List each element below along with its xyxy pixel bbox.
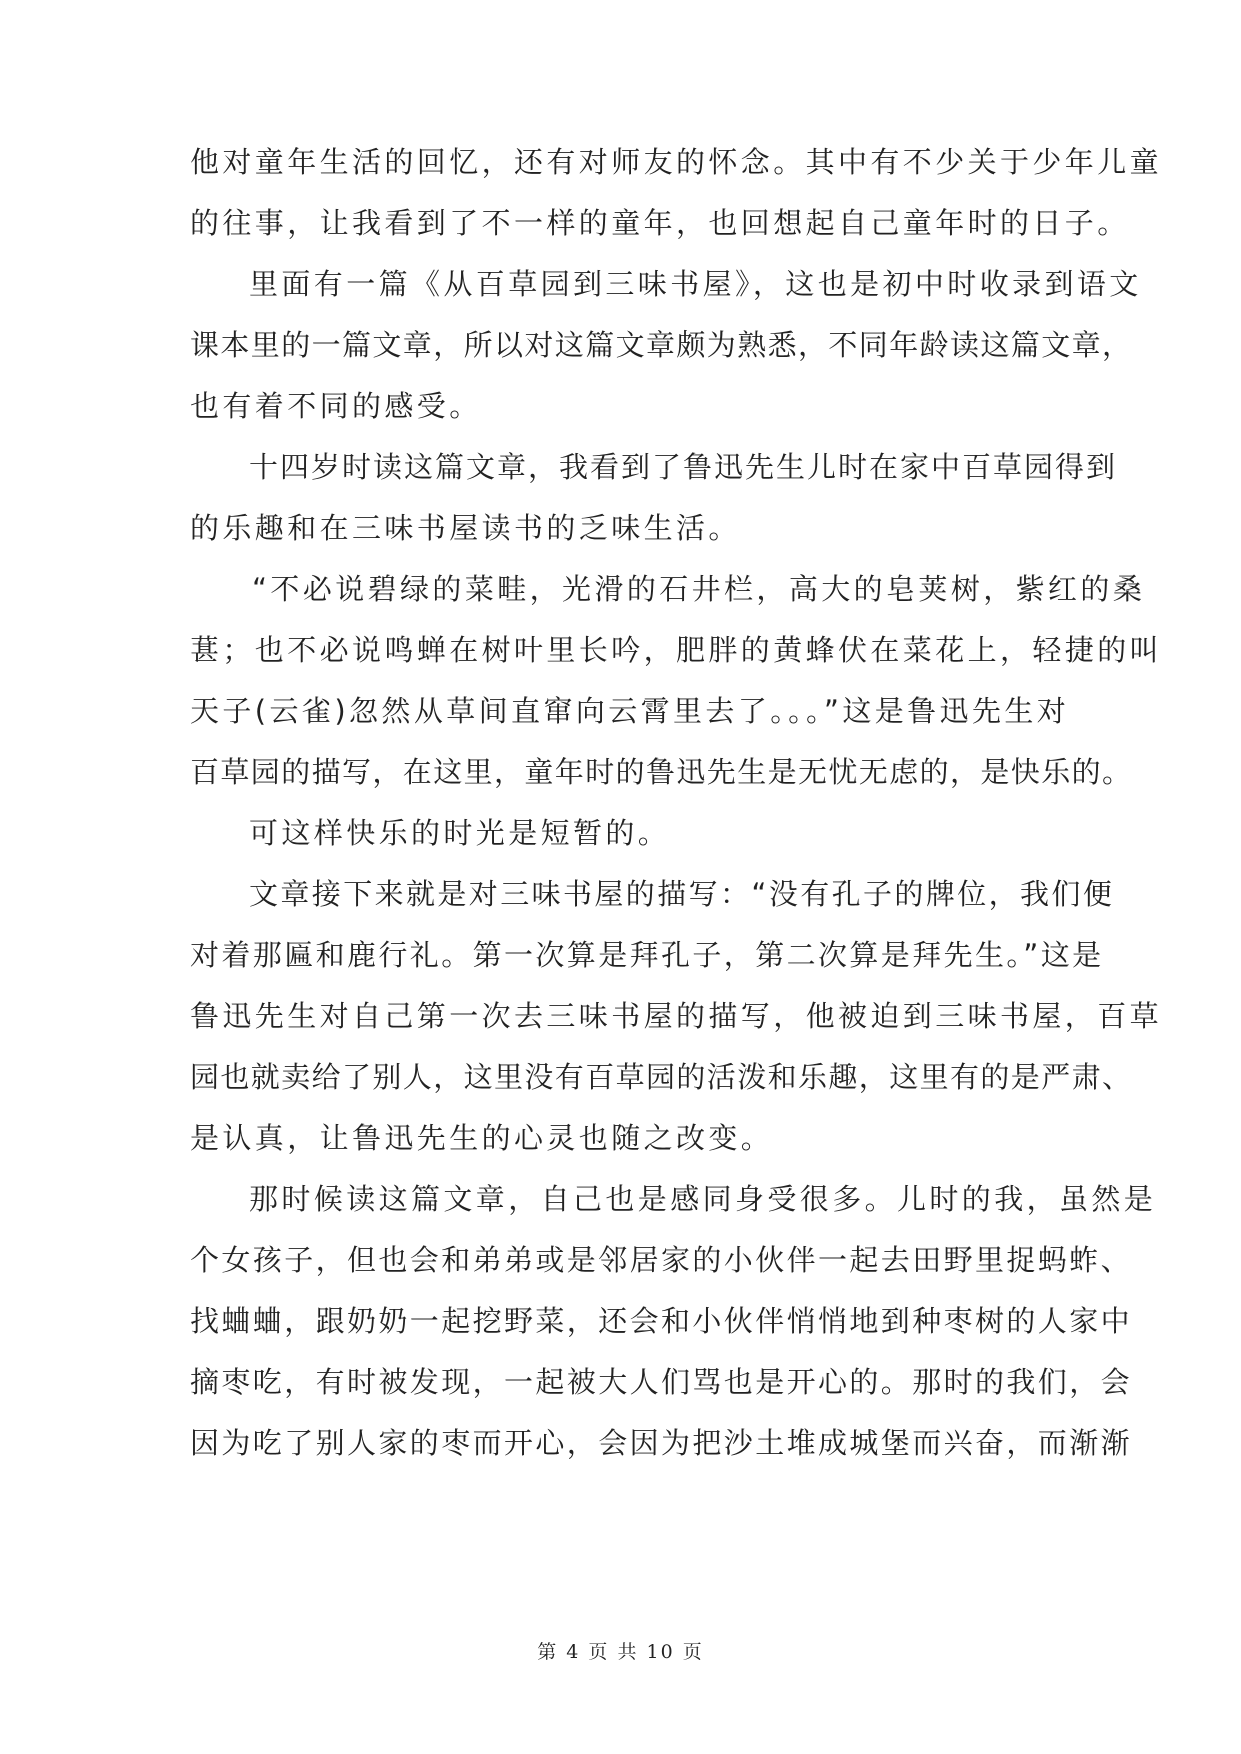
- text-line: 百草园的描写，在这里，童年时的鲁迅先生是无忧无虑的，是快乐的。: [190, 755, 1133, 789]
- text-line: 的往事，让我看到了不一样的童年，也回想起自己童年时的日子。: [190, 206, 1130, 240]
- text-line: 是认真，让鲁迅先生的心灵也随之改变。: [190, 1121, 774, 1155]
- text-line: 鲁迅先生对自己第一次去三味书屋的描写，他被迫到三味书屋，百草: [190, 999, 1163, 1033]
- text-line: 也有着不同的感受。: [190, 389, 482, 423]
- text-line: 葚；也不必说鸣蝉在树叶里长吟，肥胖的黄蜂伏在菜花上，轻捷的叫: [190, 633, 1163, 667]
- paragraph-first-line: 十四岁时读这篇文章，我看到了鲁迅先生儿时在家中百草园得到: [249, 450, 1118, 484]
- paragraph-first-line: 可这样快乐的时光是短暂的。: [249, 816, 671, 850]
- text-line: 他对童年生活的回忆，还有对师友的怀念。其中有不少关于少年儿童: [190, 145, 1163, 179]
- text-line: 课本里的一篇文章，所以对这篇文章颇为熟悉，不同年龄读这篇文章，: [190, 328, 1133, 362]
- text-line: 对着那匾和鹿行礼。第一次算是拜孔子，第二次算是拜先生。”这是: [190, 938, 1104, 972]
- paragraph-first-line: 那时候读这篇文章，自己也是感同身受很多。儿时的我，虽然是: [249, 1182, 1157, 1216]
- paragraph-first-line: 里面有一篇《从百草园到三味书屋》，这也是初中时收录到语文: [249, 267, 1142, 301]
- text-line: 因为吃了别人家的枣而开心，会因为把沙土堆成城堡而兴奋，而渐渐: [190, 1426, 1133, 1460]
- paragraph-first-line: “不必说碧绿的菜畦，光滑的石井栏，高大的皂荚树，紫红的桑: [252, 572, 1146, 606]
- text-line: 个女孩子，但也会和弟弟或是邻居家的小伙伴一起去田野里捉蚂蚱、: [190, 1243, 1133, 1277]
- text-line: 园也就卖给了别人，这里没有百草园的活泼和乐趣，这里有的是严肃、: [190, 1060, 1133, 1094]
- paragraph-first-line: 文章接下来就是对三味书屋的描写：“没有孔子的牌位，我们便: [249, 877, 1115, 911]
- text-line: 的乐趣和在三味书屋读书的乏味生活。: [190, 511, 741, 545]
- text-line: 找蛐蛐，跟奶奶一起挖野菜，还会和小伙伴悄悄地到种枣树的人家中: [190, 1304, 1133, 1338]
- text-line: 摘枣吃，有时被发现，一起被大人们骂也是开心的。那时的我们，会: [190, 1365, 1133, 1399]
- text-line: 天子(云雀)忽然从草间直窜向云霄里去了。。。”这是鲁迅先生对: [190, 694, 1070, 728]
- page-number-footer: 第 4 页 共 10 页: [537, 1641, 704, 1663]
